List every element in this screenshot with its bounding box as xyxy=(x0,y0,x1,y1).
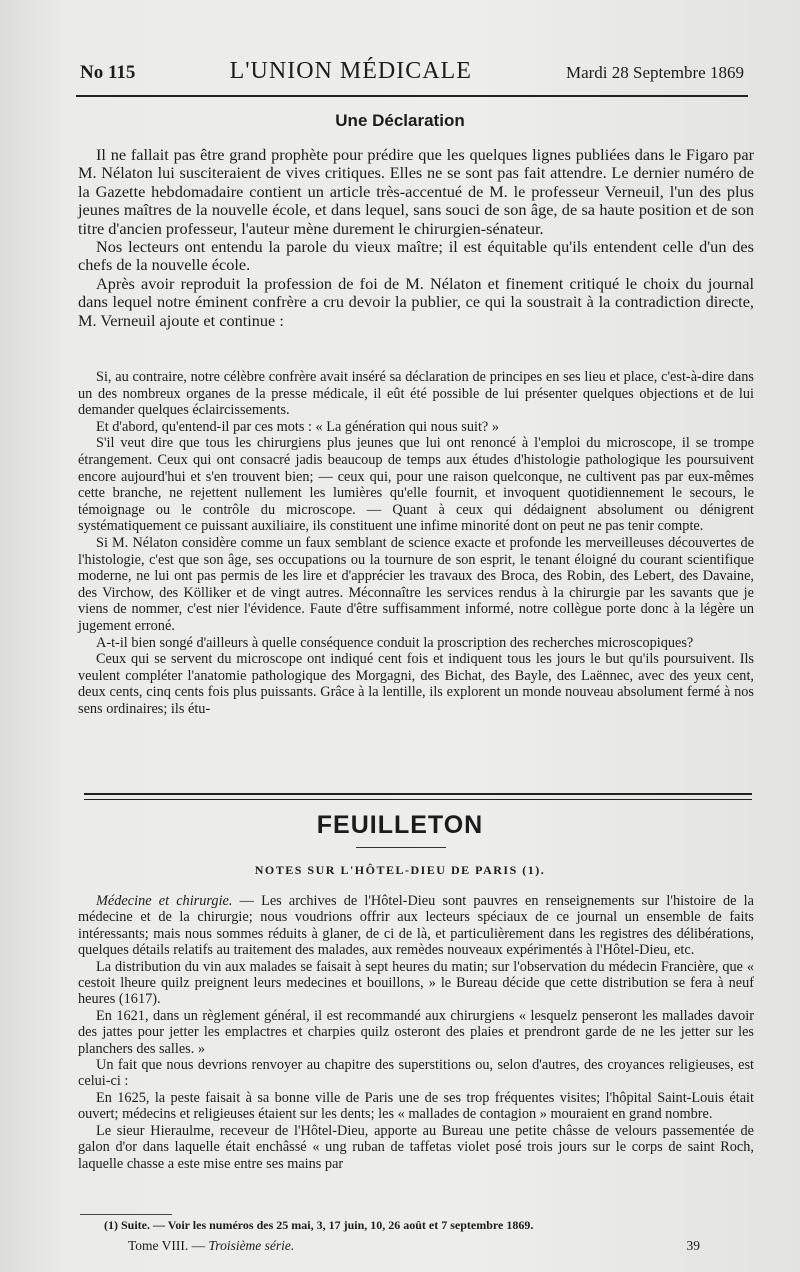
quote-paragraph: S'il veut dire que tous les chirurgiens plus jeunes que lui ont renoncé à l'emploi du microscope, il se trompe étrangement. Ceux qui ont consacré jadis beaucoup de temps aux études d'histologie pathologique les poursuivent encore aujourd'hui et s'en trouvent bien; — ceux qui, pour une raison quelconque, ne cultivent pas par eux-mêmes cette branche, ne rejettent nullement les lumières qu'elle fournit, et invoquent quotidiennement le secours, le témoignage ou le contrôle du microscope. — Quant à ceux qui dédaignent absolument ou dénigrent systématiquement ce puissant auxiliaire, ils constituent une infime minorité dont on peut ne pas tenir compte. xyxy=(78,435,754,535)
feuilleton-paragraph: Un fait que nous devrions renvoyer au chapitre des superstitions ou, selon d'autres, des croyances religieuses, est celui-ci : xyxy=(78,1057,754,1090)
intro-paragraph: Nos lecteurs ont entendu la parole du vieux maître; il est équitable qu'ils entendent celle d'un des chefs de la nouvelle école. xyxy=(78,237,754,275)
quote-paragraph: Et d'abord, qu'entend-il par ces mots : « La génération qui nous suit? » xyxy=(96,418,499,435)
header-rule xyxy=(76,95,748,97)
feuilleton-paragraph: Le sieur Hieraulme, receveur de l'Hôtel-Dieu, apporte au Bureau une petite châsse de velours passementée de galon d'or dans laquelle était enchâssé « ung ruban de taffetas violet posé trois jours sur le corps de saint Roch, laquelle chasse a este mise entre ses mains par xyxy=(78,1122,754,1172)
lead-text: — Les archives de l'Hôtel-Dieu sont pauvres en renseignements sur l'histoire de la médecine et de la chirurgie; nous voudrions offrir aux lecteurs spéciaux de ce journal un ensemble de faits intéressants; mais nous sommes réduits à glaner, de ci de là, et particulièrement dans les registres des délibérations, quelques détails relatifs au traitement des malades, aux remèdes nouveaux expérimentés à l'Hôtel-Dieu, etc. xyxy=(78,893,755,959)
feuilleton-paragraph: La distribution du vin aux malades se faisait à sept heures du matin; sur l'observation du médecin Francière, que « cestoit lheure quilz preignent leurs medecines et bouillons, » le Bureau décide que cette distribution se fera à neuf heures (1617). xyxy=(78,958,754,1008)
footnote: (1) Suite. — Voir les numéros des 25 mai, 3, 17 juin, 10, 26 août et 7 septembre 1869. xyxy=(104,1218,534,1232)
issue-number: No 115 xyxy=(80,62,136,83)
article-intro xyxy=(78,146,754,330)
feuilleton-heading: FEUILLETON xyxy=(316,811,484,839)
feuilleton-paragraph: En 1621, dans un règlement général, il est recommandé aux chirurgiens « lesquelz penseront les mallades davoir des jattes pour jetter les emplactres et charpies quilz osteront des plaies et prendront garde de ne les jetter sur les planchers des salles. » xyxy=(78,1007,754,1057)
issue-date: Mardi 28 Septembre 1869 xyxy=(565,63,744,82)
page-number: 39 xyxy=(686,1238,700,1253)
feuilleton-paragraph xyxy=(78,893,754,959)
page-header xyxy=(80,58,744,88)
quote-paragraph: Ceux qui se servent du microscope ont indiqué cent fois et indiquent tous les jours le but qu'ils poursuivent. Ils veulent compléter l'anatomie pathologique des Morgagni, des Bichat, des Bayle, des Laënnec, avec des yeux cent, deux cents, cinq cents fois plus puissants. Grâce à la lentille, ils explorent un monde nouveau absolument fermé à nos sens ordinaires; ils étu- xyxy=(78,651,754,717)
volume-label: Tome VIII. — xyxy=(128,1238,209,1253)
intro-paragraph: Après avoir reproduit la profession de foi de M. Nélaton et finement critiqué le choix du journal dans lequel notre éminent confrère a cru devoir la publier, ce qui la soustrait à la contradiction directe, M. Verneuil ajoute et continue : xyxy=(78,273,754,330)
volume-info xyxy=(128,1238,294,1254)
heading-underline xyxy=(356,847,446,848)
section-lead: Médecine et chirurgie. xyxy=(96,893,233,909)
feuilleton-paragraph: En 1625, la peste faisait à sa bonne ville de Paris une de ses trop fréquentes visites; l'hôpital Saint-Louis était ouvert; médecins et religieuses étaient sur les dents; les « mallades de contagion » mouraient en grand nombre. xyxy=(78,1089,754,1123)
intro-paragraph: Il ne fallait pas être grand prophète pour prédire que les quelques lignes publiées dans le Figaro par M. Nélaton lui susciteraient de vives critiques. Elles ne se sont pas fait attendre. Le dernier numéro de la Gazette hebdomadaire contient un article très-accentué de M. le professeur Verneuil, l'un des plus jeunes maîtres de la nouvelle école, et dans lequel, sans souci de son âge, de sa haute position et de son titre d'ancien professeur, l'auteur mène durement le chirurgien-sénateur. xyxy=(78,145,754,238)
page-footer xyxy=(128,1238,700,1254)
article-title: Une Déclaration xyxy=(335,111,465,130)
article-quotation xyxy=(78,369,754,717)
quote-paragraph: Si M. Nélaton considère comme un faux semblant de science exacte et profonde les merveilleuses découvertes de l'histologie, c'est que son âge, ses occupations ou la tournure de son esprit, le tenant éloigné du courant scientifique moderne, ne lui ont pas permis de les lire et d'apprécier les travaux des Broca, des Robin, des Lebert, des Davaine, des Virchow, des Kölliker et de vingt autres. Méconnaître les services rendus à la chirurgie par les savants que je viens de nommer, c'est nier l'évidence. Faute d'être suffisamment informé, notre collègue porte donc à la légère un jugement erroné. xyxy=(78,534,754,634)
feuilleton-subtitle: NOTES SUR L'HÔTEL-DIEU DE PARIS (1). xyxy=(254,863,546,877)
feuilleton-body xyxy=(78,893,754,1172)
series-label: Troisième série. xyxy=(208,1238,295,1253)
footnote-rule xyxy=(80,1214,172,1215)
feuilleton-separator xyxy=(84,793,752,800)
journal-title: L'UNION MÉDICALE xyxy=(229,58,472,84)
quote-paragraph: Si, au contraire, notre célèbre confrère avait inséré sa déclaration de principes en ses lieu et place, c'est-à-dire dans un des nombreux organes de la presse médicale, il eût été possible de lui présenter quelques objections et de lui demander quelques éclaircissements. xyxy=(78,369,754,419)
quote-paragraph: A-t-il bien songé d'ailleurs à quelle conséquence conduit la proscription des recherches microscopiques? xyxy=(96,634,694,651)
